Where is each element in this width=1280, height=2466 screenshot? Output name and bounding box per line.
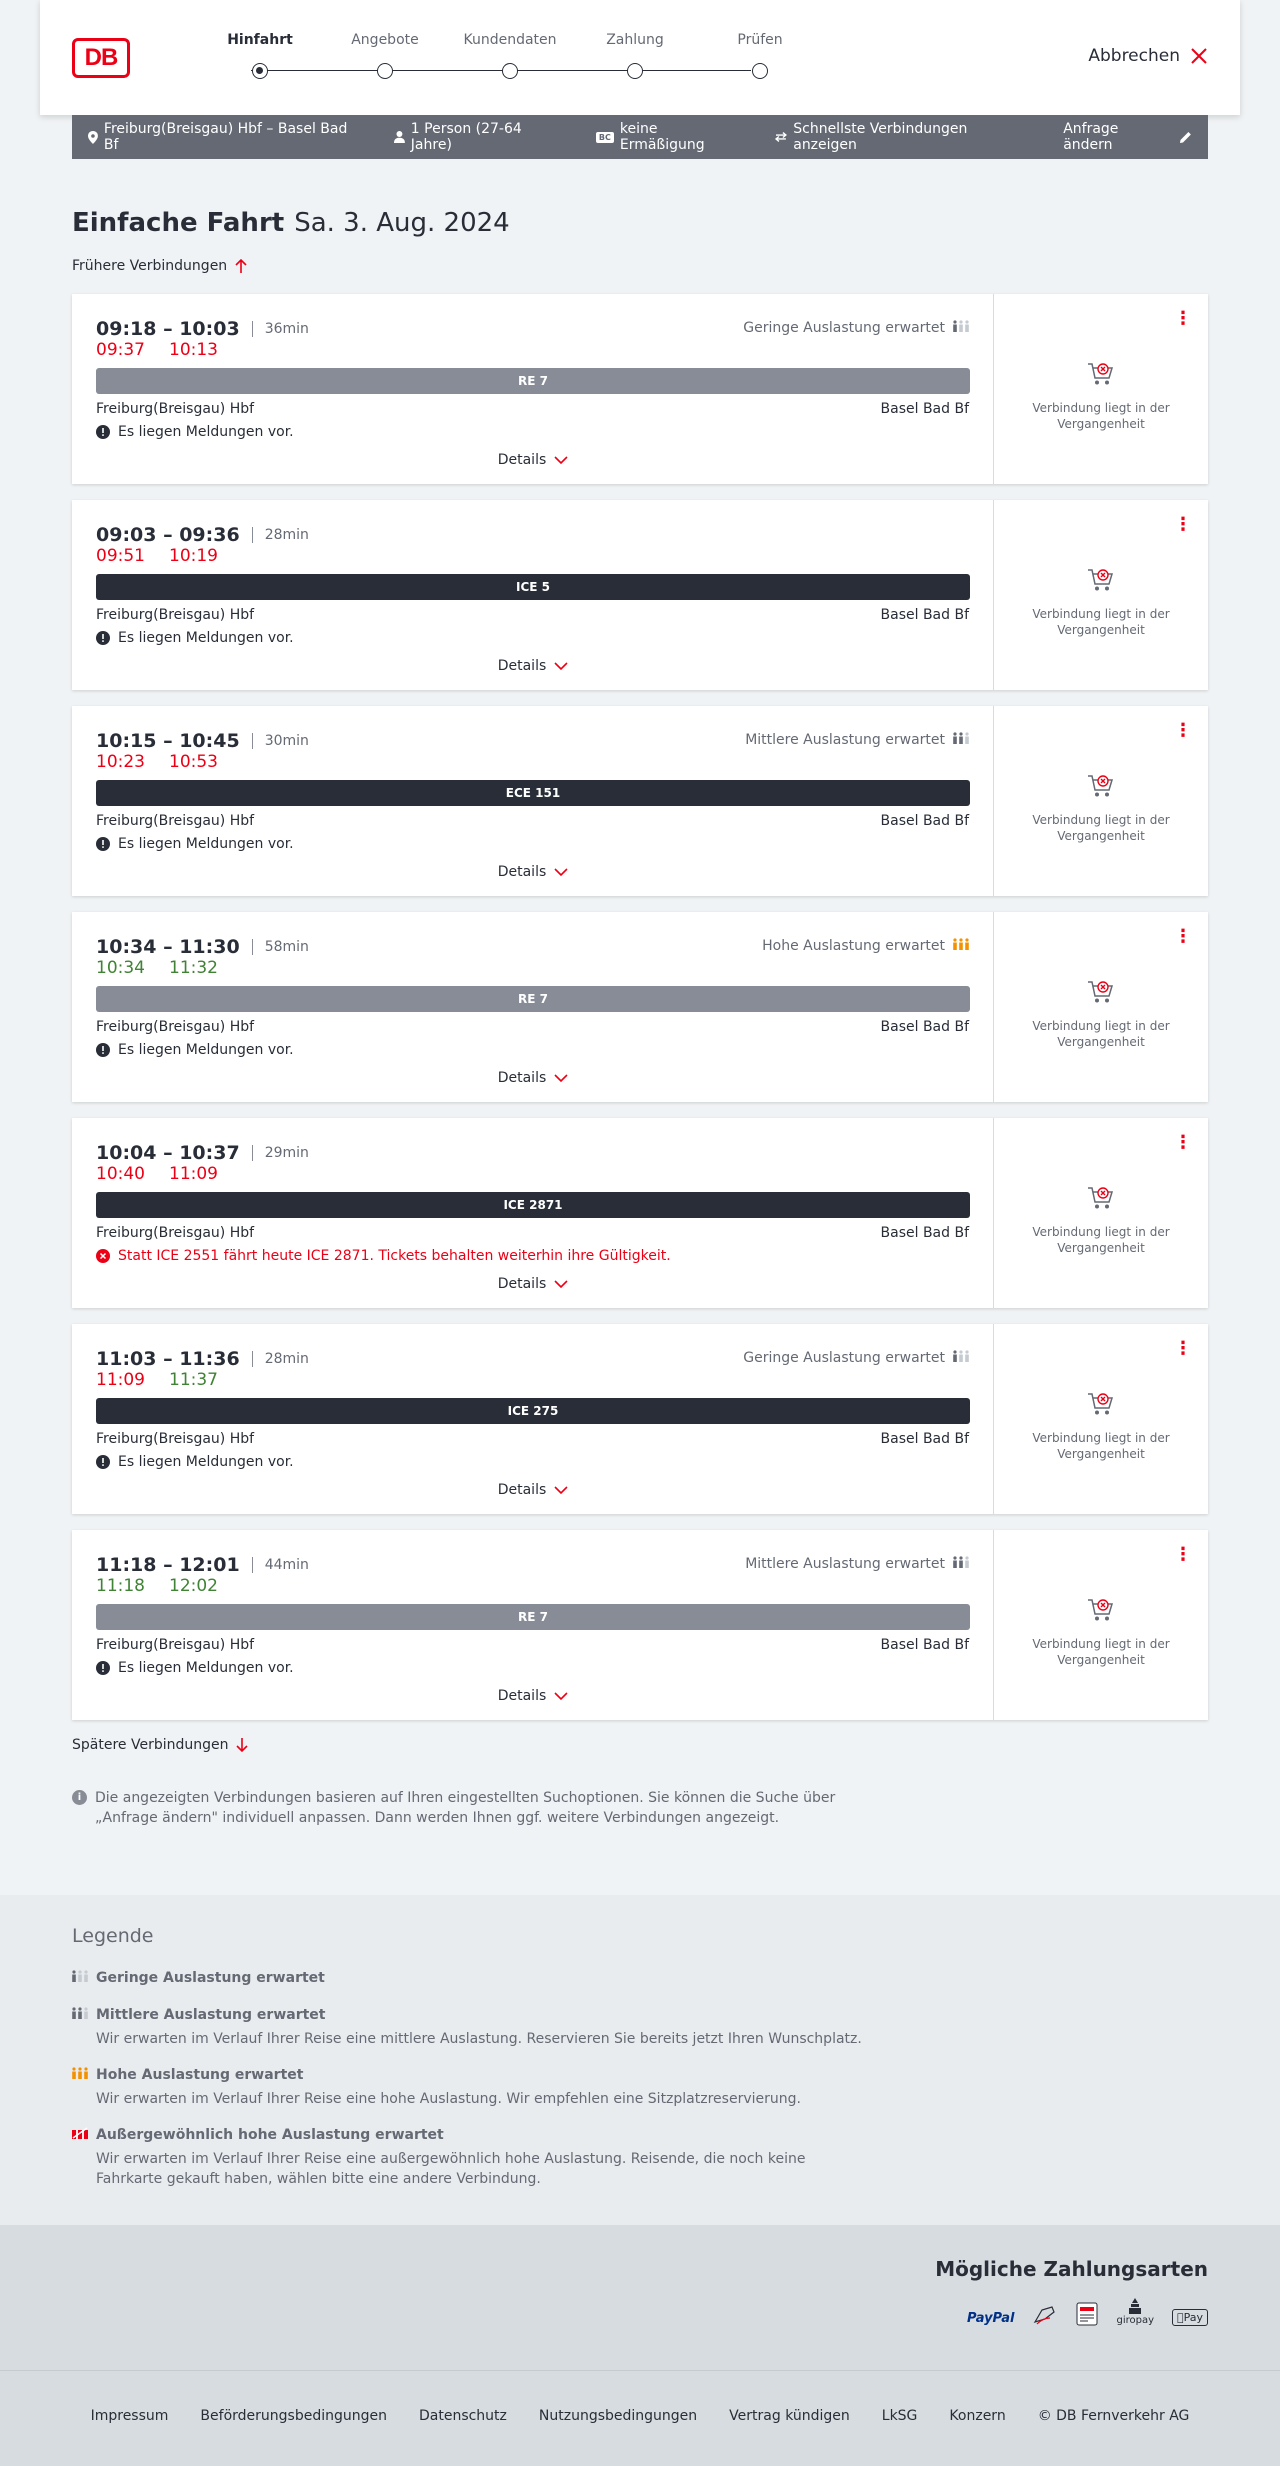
realtime-departure: 09:37 bbox=[96, 340, 145, 360]
connection-card[interactable] bbox=[72, 1530, 1208, 1720]
cart-icon bbox=[1087, 1390, 1115, 1418]
occupancy-icon bbox=[953, 732, 969, 748]
sepa-invoice-icon bbox=[1076, 2302, 1098, 2326]
footer-link[interactable]: Datenschutz bbox=[418, 2408, 507, 2424]
occupancy-icon bbox=[72, 2067, 88, 2083]
connection-main[interactable] bbox=[72, 500, 994, 690]
chevron-down-icon bbox=[554, 868, 568, 876]
change-request-button[interactable]: Anfrage ändern bbox=[1063, 121, 1192, 153]
connection-message: Es liegen Meldungen vor. bbox=[96, 1042, 294, 1058]
realtime-arrival: 11:32 bbox=[169, 958, 218, 978]
destination-station: Basel Bad Bf bbox=[880, 1225, 969, 1241]
legend-section bbox=[0, 1895, 1280, 2225]
destination-station: Basel Bad Bf bbox=[880, 607, 969, 623]
chevron-down-icon bbox=[554, 456, 568, 464]
search-summary-bar bbox=[72, 115, 1208, 159]
train-bar: RE 7 bbox=[96, 1604, 970, 1630]
giropay-icon: giropay bbox=[1116, 2297, 1154, 2326]
duration: 30min bbox=[264, 733, 309, 749]
person-icon bbox=[394, 131, 405, 143]
connection-main[interactable] bbox=[72, 294, 994, 484]
realtime-arrival: 11:37 bbox=[169, 1370, 218, 1390]
connection-main[interactable] bbox=[72, 912, 994, 1102]
past-connection-note: Verbindung liegt in der Vergangenheit bbox=[1032, 1431, 1170, 1461]
realtime-times bbox=[96, 1370, 218, 1390]
occupancy-icon bbox=[953, 938, 969, 954]
connection-message: Es liegen Meldungen vor. bbox=[96, 424, 294, 440]
realtime-arrival: 10:13 bbox=[169, 340, 218, 360]
occupancy-icon bbox=[953, 1350, 969, 1366]
warning-icon bbox=[96, 837, 110, 851]
cart-icon bbox=[1087, 360, 1115, 388]
footer-link[interactable]: Vertrag kündigen bbox=[729, 2408, 850, 2424]
connection-times bbox=[96, 936, 309, 958]
duration: 36min bbox=[264, 321, 309, 337]
details-toggle[interactable]: Details bbox=[72, 658, 994, 674]
past-connection-note: Verbindung liegt in der Vergangenheit bbox=[1032, 607, 1170, 637]
realtime-departure: 09:51 bbox=[96, 546, 145, 566]
more-options-icon[interactable]: ⋮ bbox=[1174, 1132, 1192, 1153]
occupancy-info: Geringe Auslastung erwartet bbox=[743, 1350, 969, 1366]
cart-icon bbox=[1087, 978, 1115, 1006]
duration: 29min bbox=[264, 1145, 309, 1161]
destination-station: Basel Bad Bf bbox=[880, 1019, 969, 1035]
realtime-departure: 10:40 bbox=[96, 1164, 145, 1184]
arrow-down-icon bbox=[236, 1738, 248, 1752]
occupancy-icon bbox=[72, 2007, 88, 2023]
booking-steps bbox=[210, 32, 783, 92]
legend-item: Geringe Auslastung erwartet bbox=[72, 1970, 872, 1986]
error-icon bbox=[96, 1249, 110, 1263]
footer-link[interactable]: Beförderungsbedingungen bbox=[200, 2408, 387, 2424]
chevron-down-icon bbox=[554, 1074, 568, 1082]
arrow-up-icon bbox=[235, 259, 247, 273]
planned-times: 11:03 – 11:36 bbox=[96, 1348, 240, 1370]
pencil-icon bbox=[1179, 131, 1192, 144]
connection-main[interactable] bbox=[72, 706, 994, 896]
connection-times bbox=[96, 318, 309, 340]
realtime-times bbox=[96, 752, 218, 772]
payment-icons bbox=[967, 2297, 1208, 2326]
origin-station: Freiburg(Breisgau) Hbf bbox=[96, 1225, 255, 1241]
realtime-times bbox=[96, 958, 218, 978]
step-zahlung: Zahlung bbox=[585, 32, 685, 52]
realtime-arrival: 10:53 bbox=[169, 752, 218, 772]
occupancy-info: Mittlere Auslastung erwartet bbox=[745, 732, 969, 748]
location-pin-icon bbox=[88, 131, 98, 144]
occupancy-info: Hohe Auslastung erwartet bbox=[762, 938, 969, 954]
offer-panel bbox=[994, 706, 1208, 896]
connection-card[interactable] bbox=[72, 912, 1208, 1102]
connection-message: Es liegen Meldungen vor. bbox=[96, 1660, 294, 1676]
cancel-label: Abbrechen bbox=[1088, 46, 1180, 66]
warning-icon bbox=[96, 1455, 110, 1469]
payment-title: Mögliche Zahlungsarten bbox=[935, 2257, 1208, 2281]
legend-title: Legende bbox=[72, 1925, 154, 1947]
search-info-note: i Die angezeigten Verbindungen basieren auf Ihren eingestellten Suchoptionen. Sie können die Suche über „Anfrage ändern" individuell anpassen. Dann werden Ihnen ggf. weitere Verbindungen angezeigt. bbox=[72, 1788, 852, 1828]
origin-station: Freiburg(Breisgau) Hbf bbox=[96, 1019, 255, 1035]
warning-icon bbox=[96, 1661, 110, 1675]
offer-panel bbox=[994, 294, 1208, 484]
train-bar: ICE 5 bbox=[96, 574, 970, 600]
realtime-departure: 11:09 bbox=[96, 1370, 145, 1390]
planned-times: 10:04 – 10:37 bbox=[96, 1142, 240, 1164]
origin-station: Freiburg(Breisgau) Hbf bbox=[96, 401, 255, 417]
details-toggle[interactable]: Details bbox=[72, 1688, 994, 1704]
more-options-icon[interactable]: ⋮ bbox=[1174, 1544, 1192, 1565]
planned-times: 11:18 – 12:01 bbox=[96, 1554, 240, 1576]
connection-main[interactable] bbox=[72, 1324, 994, 1514]
details-toggle[interactable]: Details bbox=[72, 1070, 994, 1086]
legend-item: Hohe Auslastung erwartet Wir erwarten im Verlauf Ihrer Reise eine hohe Auslastung. Wir empfehlen eine Sitzplatzreservierung. bbox=[72, 2067, 872, 2109]
credit-card-hand-icon bbox=[1032, 2304, 1058, 2326]
footer-link[interactable]: LkSG bbox=[881, 2408, 918, 2424]
cart-icon bbox=[1087, 772, 1115, 800]
footer bbox=[0, 2370, 1280, 2466]
step-angebote: Angebote bbox=[335, 32, 435, 52]
legend-item: Mittlere Auslastung erwartet Wir erwarten im Verlauf Ihrer Reise eine mittlere Auslastung. Reservieren Sie bereits jetzt Ihren Wunschplatz. bbox=[72, 2007, 872, 2049]
more-options-icon[interactable]: ⋮ bbox=[1174, 514, 1192, 535]
option-summary: Schnellste Verbindungen anzeigen bbox=[775, 121, 1033, 153]
footer-link[interactable]: Konzern bbox=[949, 2408, 1006, 2424]
warning-icon bbox=[96, 631, 110, 645]
connection-card[interactable] bbox=[72, 1324, 1208, 1514]
connection-card[interactable] bbox=[72, 500, 1208, 690]
bahncard-icon: BC bbox=[596, 132, 614, 143]
cart-icon bbox=[1087, 566, 1115, 594]
details-toggle[interactable]: Details bbox=[72, 1482, 994, 1498]
more-options-icon[interactable]: ⋮ bbox=[1174, 308, 1192, 329]
more-options-icon[interactable]: ⋮ bbox=[1174, 1338, 1192, 1359]
past-connection-note: Verbindung liegt in der Vergangenheit bbox=[1032, 1019, 1170, 1049]
connection-message: Es liegen Meldungen vor. bbox=[96, 1454, 294, 1470]
destination-station: Basel Bad Bf bbox=[880, 1637, 969, 1653]
step-hinfahrt[interactable]: Hinfahrt bbox=[210, 32, 310, 52]
past-connection-note: Verbindung liegt in der Vergangenheit bbox=[1032, 813, 1170, 843]
connection-main[interactable] bbox=[72, 1118, 994, 1308]
connection-times bbox=[96, 730, 309, 752]
payment-methods-section bbox=[0, 2225, 1280, 2370]
connection-times bbox=[96, 1554, 309, 1576]
connection-card[interactable] bbox=[72, 706, 1208, 896]
origin-station: Freiburg(Breisgau) Hbf bbox=[96, 1637, 255, 1653]
step-kundendaten: Kundendaten bbox=[460, 32, 560, 52]
duration: 28min bbox=[264, 1351, 309, 1367]
connection-message: Es liegen Meldungen vor. bbox=[96, 630, 294, 646]
past-connection-note: Verbindung liegt in der Vergangenheit bbox=[1032, 1225, 1170, 1255]
planned-times: 09:18 – 10:03 bbox=[96, 318, 240, 340]
details-toggle[interactable]: Details bbox=[72, 864, 994, 880]
connection-card[interactable] bbox=[72, 294, 1208, 484]
chevron-down-icon bbox=[554, 1486, 568, 1494]
offer-panel bbox=[994, 1530, 1208, 1720]
warning-icon bbox=[96, 1043, 110, 1057]
offer-panel bbox=[994, 1324, 1208, 1514]
planned-times: 10:34 – 11:30 bbox=[96, 936, 240, 958]
warning-icon bbox=[96, 425, 110, 439]
step-line bbox=[251, 70, 751, 71]
connection-times bbox=[96, 524, 309, 546]
realtime-times bbox=[96, 1164, 218, 1184]
earlier-connections-link[interactable]: Frühere Verbindungen bbox=[72, 258, 247, 274]
step-pruefen: Prüfen bbox=[710, 32, 810, 52]
legend-description: Wir erwarten im Verlauf Ihrer Reise eine mittlere Auslastung. Reservieren Sie bereits jetzt Ihren Wunschplatz. bbox=[96, 2031, 862, 2047]
legend-description: Wir erwarten im Verlauf Ihrer Reise eine außergewöhnlich hohe Auslastung. Reisende, die noch keine Fahrkarte gekauft haben, wählen bitte eine andere Verbindung. bbox=[96, 2151, 806, 2187]
cart-icon bbox=[1087, 1184, 1115, 1212]
past-connection-note: Verbindung liegt in der Vergangenheit bbox=[1032, 1637, 1170, 1667]
origin-station: Freiburg(Breisgau) Hbf bbox=[96, 813, 255, 829]
close-icon bbox=[1190, 47, 1208, 65]
train-bar: RE 7 bbox=[96, 368, 970, 394]
train-bar: ECE 151 bbox=[96, 780, 970, 806]
legend-item: Außergewöhnlich hohe Auslastung erwartet Wir erwarten im Verlauf Ihrer Reise eine außergewöhnlich hohe Auslastung. Reisende, die noch keine Fahrkarte gekauft haben, wählen bitte eine andere Verbindung. bbox=[72, 2127, 872, 2189]
chevron-down-icon bbox=[554, 1280, 568, 1288]
train-bar: ICE 2871 bbox=[96, 1192, 970, 1218]
destination-station: Basel Bad Bf bbox=[880, 813, 969, 829]
footer-link[interactable]: Nutzungsbedingungen bbox=[538, 2408, 698, 2424]
passenger-summary: 1 Person (27-64 Jahre) bbox=[394, 121, 566, 153]
realtime-departure: 10:23 bbox=[96, 752, 145, 772]
destination-station: Basel Bad Bf bbox=[880, 401, 969, 417]
connection-times bbox=[96, 1142, 309, 1164]
realtime-times bbox=[96, 1576, 218, 1596]
connection-message: Statt ICE 2551 fährt heute ICE 2871. Tickets behalten weiterhin ihre Gültigkeit. bbox=[96, 1248, 671, 1264]
progress-header bbox=[40, 0, 1240, 115]
occupancy-info: Geringe Auslastung erwartet bbox=[743, 320, 969, 336]
realtime-departure: 11:18 bbox=[96, 1576, 145, 1596]
realtime-arrival: 11:09 bbox=[169, 1164, 218, 1184]
legend-description: Wir erwarten im Verlauf Ihrer Reise eine hohe Auslastung. Wir empfehlen eine Sitzplatzreservierung. bbox=[96, 2091, 801, 2107]
train-bar: RE 7 bbox=[96, 986, 970, 1012]
chevron-down-icon bbox=[554, 1692, 568, 1700]
offer-panel bbox=[994, 912, 1208, 1102]
occupancy-icon bbox=[953, 320, 969, 336]
chevron-down-icon bbox=[554, 662, 568, 670]
cancel-button[interactable] bbox=[1088, 46, 1208, 66]
occupancy-icon bbox=[953, 1556, 969, 1572]
train-bar: ICE 275 bbox=[96, 1398, 970, 1424]
planned-times: 10:15 – 10:45 bbox=[96, 730, 240, 752]
occupancy-icon bbox=[72, 2127, 88, 2143]
db-logo[interactable]: DB bbox=[72, 38, 130, 78]
swap-arrows-icon bbox=[775, 132, 787, 142]
offer-panel bbox=[994, 1118, 1208, 1308]
duration: 44min bbox=[264, 1557, 309, 1573]
duration: 58min bbox=[264, 939, 309, 955]
origin-station: Freiburg(Breisgau) Hbf bbox=[96, 607, 255, 623]
more-options-icon[interactable]: ⋮ bbox=[1174, 720, 1192, 741]
occupancy-info: Mittlere Auslastung erwartet bbox=[745, 1556, 969, 1572]
discount-summary: BC keine Ermäßigung bbox=[596, 121, 745, 153]
more-options-icon[interactable]: ⋮ bbox=[1174, 926, 1192, 947]
connection-message: Es liegen Meldungen vor. bbox=[96, 836, 294, 852]
apple-pay-icon: Pay bbox=[1172, 2309, 1208, 2326]
realtime-departure: 10:34 bbox=[96, 958, 145, 978]
paypal-icon: PayPal bbox=[967, 2311, 1015, 2326]
realtime-arrival: 12:02 bbox=[169, 1576, 218, 1596]
connection-card[interactable] bbox=[72, 1118, 1208, 1308]
realtime-arrival: 10:19 bbox=[169, 546, 218, 566]
past-connection-note: Verbindung liegt in der Vergangenheit bbox=[1032, 401, 1170, 431]
page-title: Einfache Fahrt Sa. 3. Aug. 2024 bbox=[72, 208, 510, 238]
footer-link[interactable]: Impressum bbox=[90, 2408, 169, 2424]
destination-station: Basel Bad Bf bbox=[880, 1431, 969, 1447]
info-icon: i bbox=[72, 1790, 87, 1805]
footer-link: © DB Fernverkehr AG bbox=[1037, 2408, 1190, 2424]
occupancy-icon bbox=[72, 1970, 88, 1986]
details-toggle[interactable]: Details bbox=[72, 1276, 994, 1292]
route-summary: Freiburg(Breisgau) Hbf – Basel Bad Bf bbox=[88, 121, 364, 153]
offer-panel bbox=[994, 500, 1208, 690]
duration: 28min bbox=[264, 527, 309, 543]
planned-times: 09:03 – 09:36 bbox=[96, 524, 240, 546]
later-connections-link[interactable]: Spätere Verbindungen bbox=[72, 1737, 248, 1753]
origin-station: Freiburg(Breisgau) Hbf bbox=[96, 1431, 255, 1447]
connection-main[interactable] bbox=[72, 1530, 994, 1720]
connection-times bbox=[96, 1348, 309, 1370]
realtime-times bbox=[96, 546, 218, 566]
realtime-times bbox=[96, 340, 218, 360]
details-toggle[interactable]: Details bbox=[72, 452, 994, 468]
cart-icon bbox=[1087, 1596, 1115, 1624]
